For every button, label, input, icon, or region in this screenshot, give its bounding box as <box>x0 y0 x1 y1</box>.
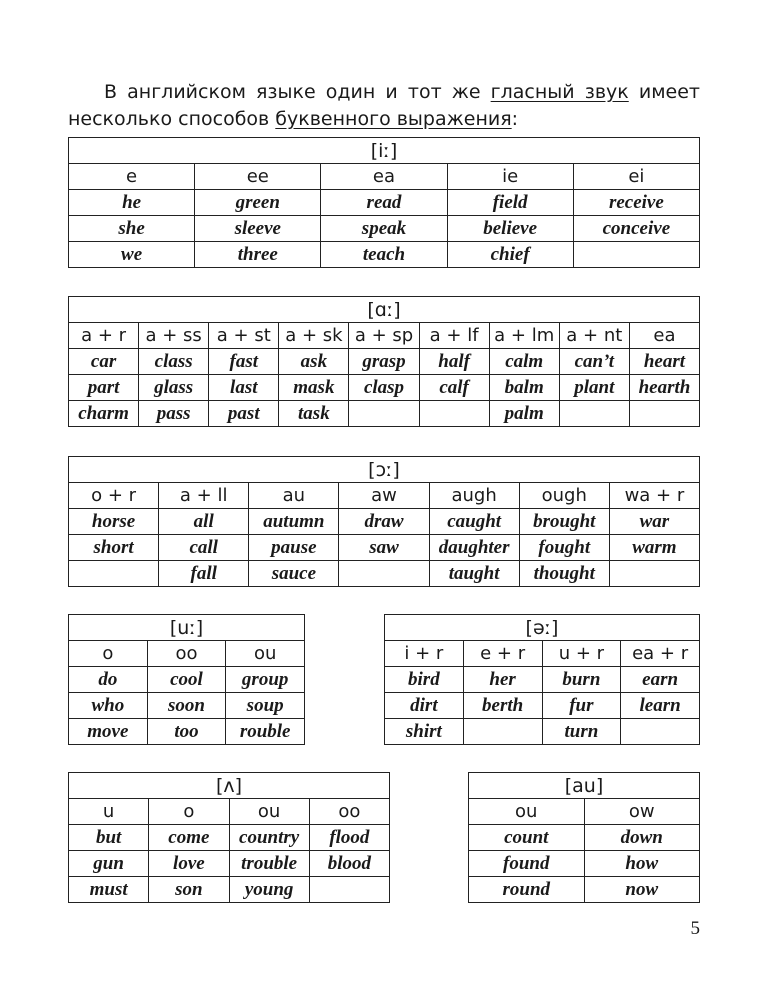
example-word: field <box>447 190 573 216</box>
example-word: chief <box>447 242 573 268</box>
intro-text: имеет несколько способов <box>68 81 700 130</box>
example-word <box>309 877 389 903</box>
example-word: come <box>149 825 229 851</box>
example-word: balm <box>489 375 559 401</box>
example-word <box>69 561 159 587</box>
intro-text: В английском языке один и тот же <box>104 81 491 103</box>
example-word: pass <box>139 401 209 427</box>
example-word: pause <box>249 535 339 561</box>
example-word: glass <box>139 375 209 401</box>
spelling-pattern: o + r <box>69 483 159 509</box>
example-word: gun <box>69 851 149 877</box>
example-word: draw <box>339 509 429 535</box>
example-word: mask <box>279 375 349 401</box>
example-word: believe <box>447 216 573 242</box>
example-word: shirt <box>385 719 464 745</box>
example-word: car <box>69 349 139 375</box>
intro-text: : <box>511 108 519 130</box>
example-word <box>629 401 699 427</box>
spelling-pattern: ou <box>229 799 309 825</box>
example-word: bird <box>385 667 464 693</box>
spelling-pattern: ie <box>447 164 573 190</box>
example-word: cool <box>147 667 226 693</box>
sound-header: [əː] <box>385 615 700 641</box>
example-word: plant <box>559 375 629 401</box>
example-word: who <box>69 693 148 719</box>
spelling-pattern: ei <box>573 164 699 190</box>
example-word: saw <box>339 535 429 561</box>
example-word: fur <box>542 693 621 719</box>
spelling-pattern: a + lf <box>419 323 489 349</box>
example-word: he <box>69 190 195 216</box>
example-word: autumn <box>249 509 339 535</box>
example-word: fall <box>159 561 249 587</box>
example-word <box>621 719 700 745</box>
example-word: rouble <box>226 719 305 745</box>
spelling-pattern: o <box>69 641 148 667</box>
example-word: caught <box>429 509 519 535</box>
example-word: receive <box>573 190 699 216</box>
example-word: half <box>419 349 489 375</box>
spelling-pattern: ee <box>195 164 321 190</box>
spelling-pattern: ea <box>321 164 447 190</box>
example-word: taught <box>429 561 519 587</box>
example-word: calf <box>419 375 489 401</box>
example-word <box>339 561 429 587</box>
example-word: short <box>69 535 159 561</box>
spelling-pattern: wa + r <box>609 483 699 509</box>
vowel-table-uh <box>68 772 390 903</box>
example-word: heart <box>629 349 699 375</box>
page-number: 5 <box>690 918 700 939</box>
spelling-pattern: oo <box>309 799 389 825</box>
spelling-pattern: e <box>69 164 195 190</box>
spelling-pattern: a + nt <box>559 323 629 349</box>
spelling-pattern: a + r <box>69 323 139 349</box>
sound-header: [ʌ] <box>69 773 390 799</box>
sound-header: [ɑː] <box>69 297 700 323</box>
example-word: three <box>195 242 321 268</box>
example-word: fast <box>209 349 279 375</box>
term-letter-expression: буквенного выражения <box>275 108 512 130</box>
vowel-table-aa <box>68 296 700 427</box>
example-word: conceive <box>573 216 699 242</box>
example-word <box>463 719 542 745</box>
vowel-table-er <box>384 614 700 745</box>
vowel-table-ii <box>68 137 700 268</box>
example-word: dirt <box>385 693 464 719</box>
example-word: teach <box>321 242 447 268</box>
example-word: flood <box>309 825 389 851</box>
example-word: grasp <box>349 349 419 375</box>
example-word: must <box>69 877 149 903</box>
example-word: can’t <box>559 349 629 375</box>
example-word: call <box>159 535 249 561</box>
spelling-pattern: a + sp <box>349 323 419 349</box>
spelling-pattern: ou <box>226 641 305 667</box>
spelling-pattern: augh <box>429 483 519 509</box>
vowel-table-au <box>468 772 700 903</box>
example-word: all <box>159 509 249 535</box>
example-word: her <box>463 667 542 693</box>
example-word: she <box>69 216 195 242</box>
vowel-table-uu <box>68 614 305 745</box>
example-word: horse <box>69 509 159 535</box>
example-word: warm <box>609 535 699 561</box>
intro-paragraph <box>68 79 700 133</box>
example-word: part <box>69 375 139 401</box>
example-word: do <box>69 667 148 693</box>
example-word <box>573 242 699 268</box>
spelling-pattern: ea + r <box>621 641 700 667</box>
example-word: charm <box>69 401 139 427</box>
sound-header: [iː] <box>69 138 700 164</box>
example-word: war <box>609 509 699 535</box>
spelling-pattern: ough <box>519 483 609 509</box>
spelling-pattern: ou <box>469 799 585 825</box>
spelling-pattern: a + sk <box>279 323 349 349</box>
example-word: ask <box>279 349 349 375</box>
example-word: turn <box>542 719 621 745</box>
example-word <box>609 561 699 587</box>
example-word: but <box>69 825 149 851</box>
example-word: speak <box>321 216 447 242</box>
example-word: earn <box>621 667 700 693</box>
example-word: found <box>469 851 585 877</box>
spelling-pattern: a + ll <box>159 483 249 509</box>
example-word <box>349 401 419 427</box>
example-word: brought <box>519 509 609 535</box>
example-word: blood <box>309 851 389 877</box>
example-word: trouble <box>229 851 309 877</box>
example-word: daughter <box>429 535 519 561</box>
example-word: sauce <box>249 561 339 587</box>
example-word: soon <box>147 693 226 719</box>
example-word: fought <box>519 535 609 561</box>
example-word: calm <box>489 349 559 375</box>
example-word: now <box>584 877 700 903</box>
spelling-pattern: a + st <box>209 323 279 349</box>
example-word: young <box>229 877 309 903</box>
spelling-pattern: ea <box>629 323 699 349</box>
spelling-pattern: a + lm <box>489 323 559 349</box>
example-word: sleeve <box>195 216 321 242</box>
example-word: count <box>469 825 585 851</box>
example-word: task <box>279 401 349 427</box>
example-word: palm <box>489 401 559 427</box>
spelling-pattern: aw <box>339 483 429 509</box>
example-word: we <box>69 242 195 268</box>
example-word: round <box>469 877 585 903</box>
example-word: too <box>147 719 226 745</box>
example-word: read <box>321 190 447 216</box>
example-word: group <box>226 667 305 693</box>
sound-header: [ɔː] <box>69 457 700 483</box>
example-word: burn <box>542 667 621 693</box>
example-word <box>559 401 629 427</box>
example-word: past <box>209 401 279 427</box>
example-word: down <box>584 825 700 851</box>
spelling-pattern: o <box>149 799 229 825</box>
example-word: class <box>139 349 209 375</box>
spelling-pattern: u + r <box>542 641 621 667</box>
spelling-pattern: ow <box>584 799 700 825</box>
example-word: learn <box>621 693 700 719</box>
example-word: how <box>584 851 700 877</box>
example-word: son <box>149 877 229 903</box>
example-word <box>419 401 489 427</box>
example-word: berth <box>463 693 542 719</box>
example-word: last <box>209 375 279 401</box>
sound-header: [au] <box>469 773 700 799</box>
spelling-pattern: oo <box>147 641 226 667</box>
example-word: thought <box>519 561 609 587</box>
example-word: hearth <box>629 375 699 401</box>
vowel-table-oo <box>68 456 700 587</box>
example-word: move <box>69 719 148 745</box>
example-word: clasp <box>349 375 419 401</box>
spelling-pattern: e + r <box>463 641 542 667</box>
spelling-pattern: au <box>249 483 339 509</box>
example-word: country <box>229 825 309 851</box>
example-word: green <box>195 190 321 216</box>
example-word: love <box>149 851 229 877</box>
spelling-pattern: u <box>69 799 149 825</box>
spelling-pattern: i + r <box>385 641 464 667</box>
example-word: soup <box>226 693 305 719</box>
term-vowel-sound: гласный звук <box>490 81 629 103</box>
sound-header: [uː] <box>69 615 305 641</box>
spelling-pattern: a + ss <box>139 323 209 349</box>
